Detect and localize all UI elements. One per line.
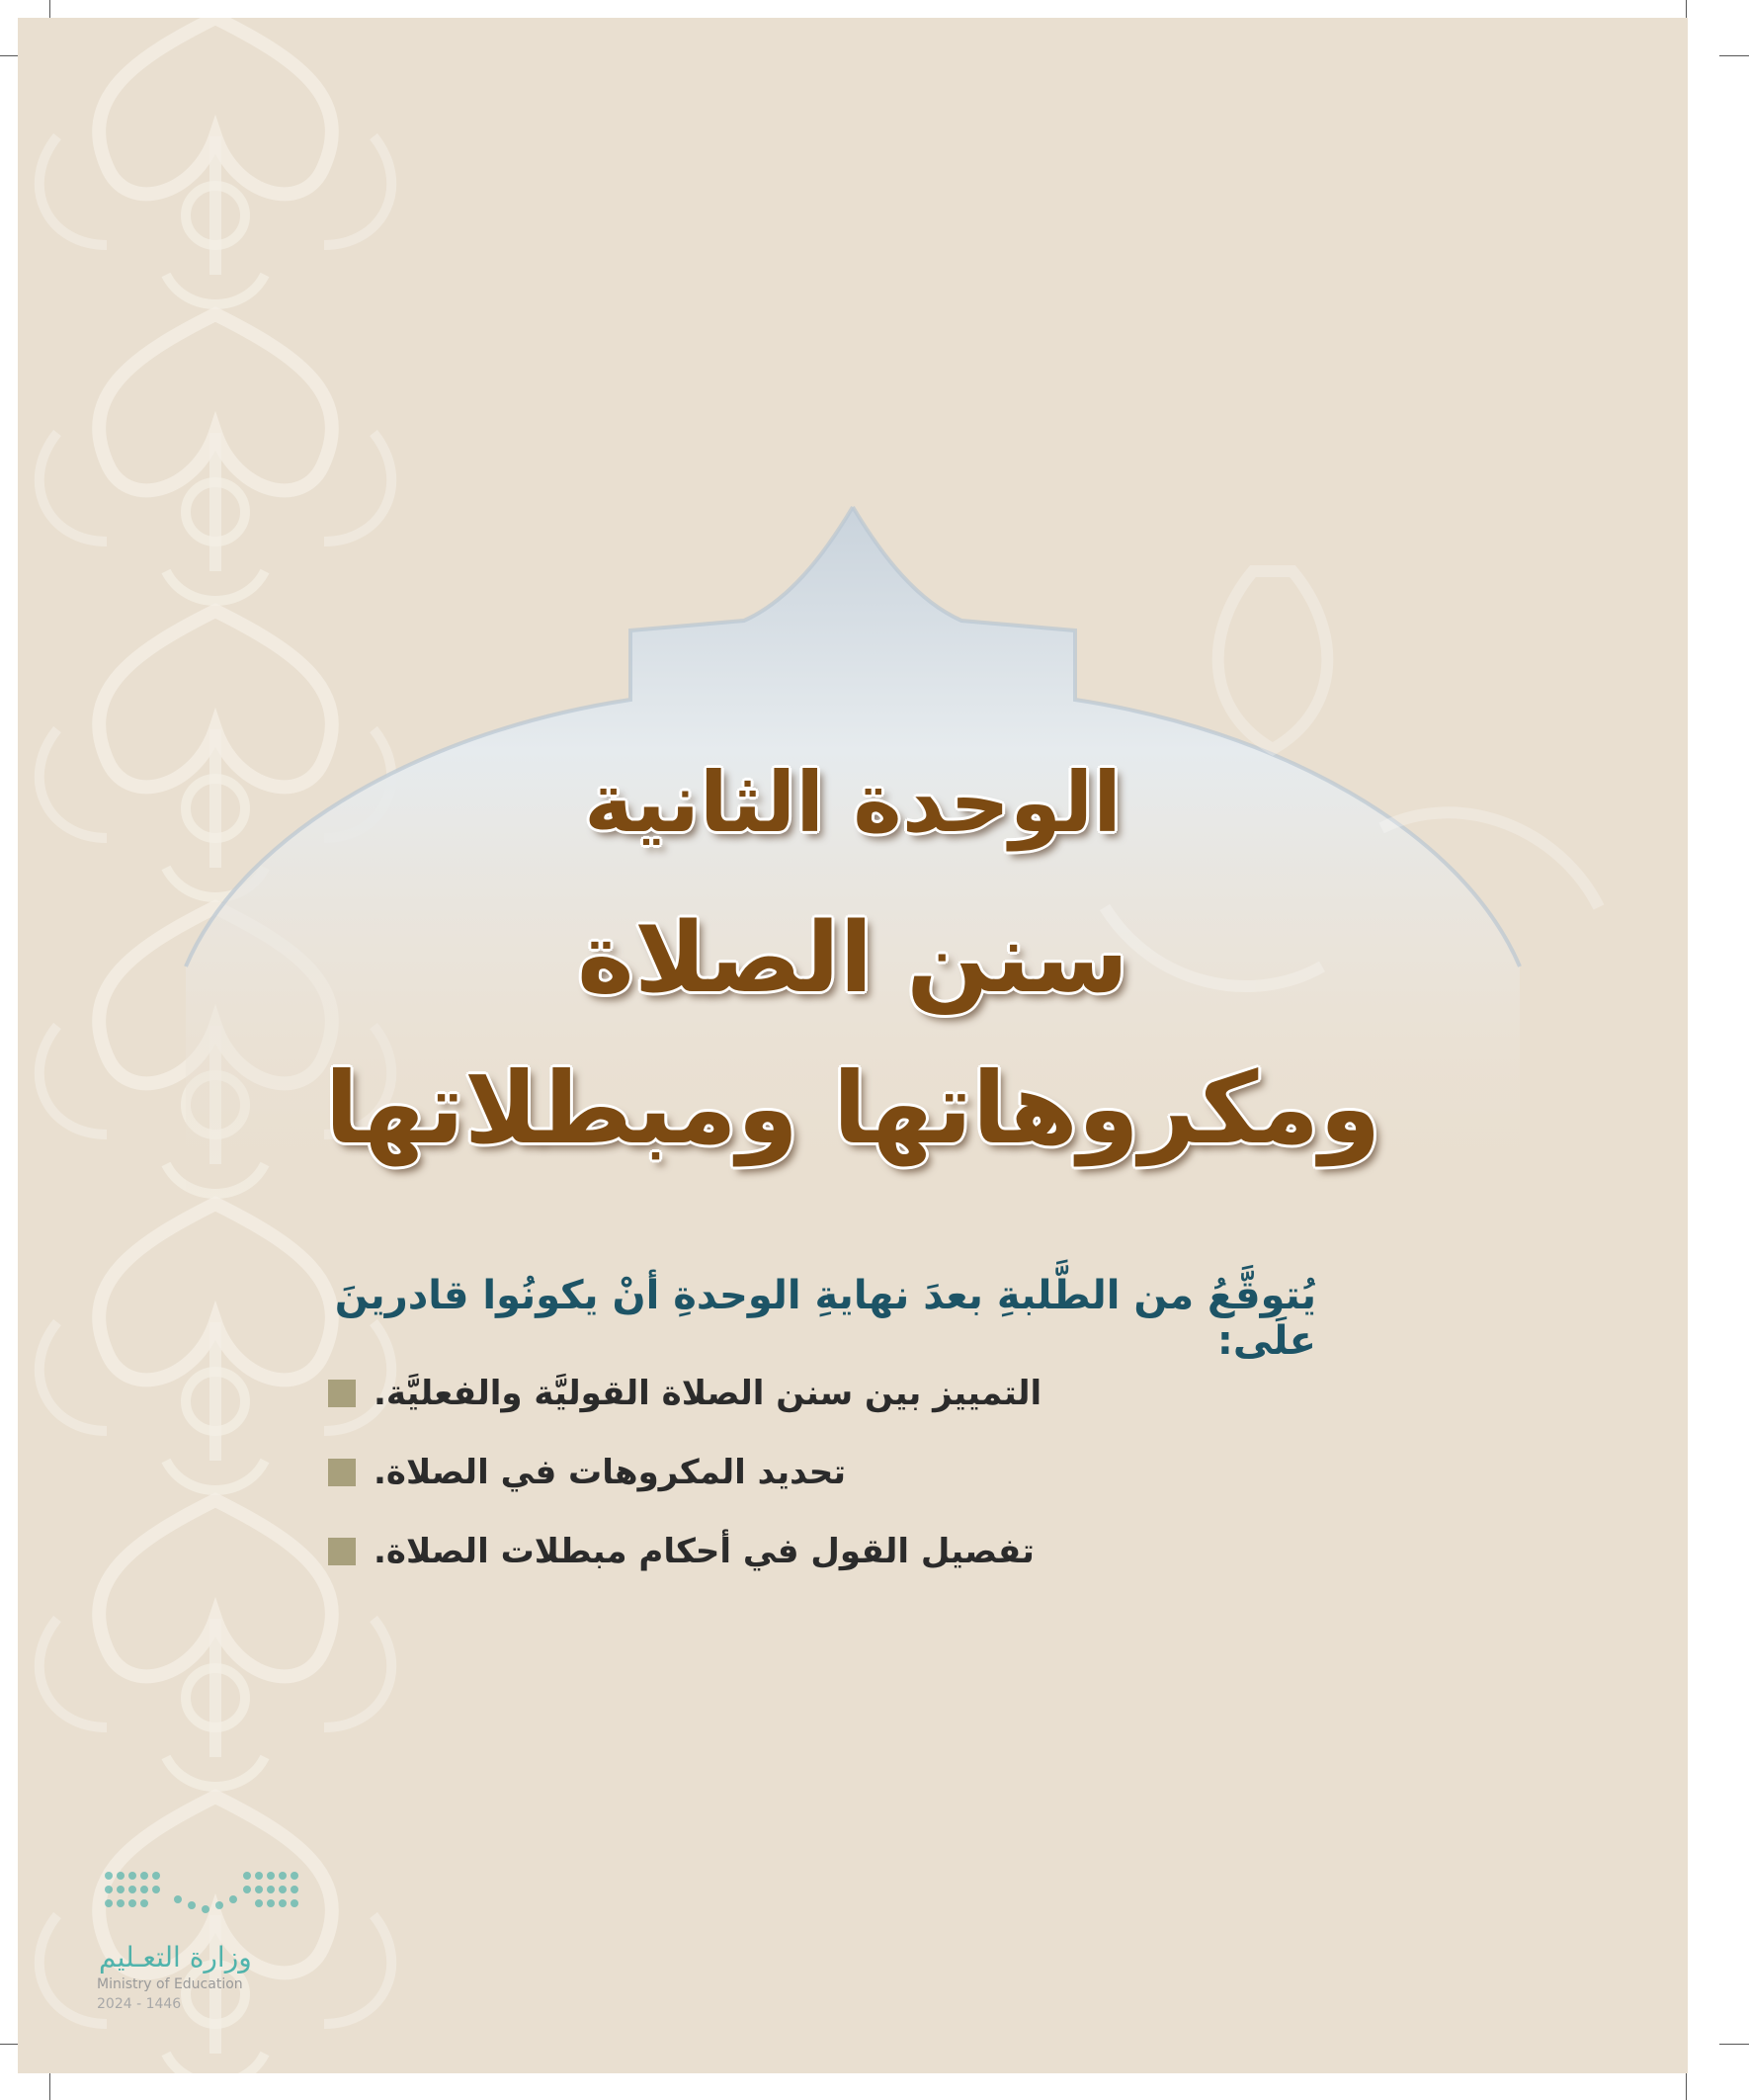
ministry-name-arabic: وزارة التعـليم: [99, 1941, 252, 1974]
objective-text: تحديد المكروهات في الصلاة.: [374, 1453, 846, 1492]
unit-cover-page: [18, 18, 1688, 2073]
objective-item: [328, 1374, 1316, 1413]
objective-text: التمييز بين سنن الصلاة القوليَّة والفعليَّة.: [374, 1374, 1042, 1413]
dome-frame: [18, 18, 1688, 2073]
square-bullet-icon: [328, 1380, 356, 1407]
ministry-logo-icon: [99, 1856, 316, 1935]
crop-mark: [1686, 2070, 1687, 2100]
edition-year: 2024 - 1446: [97, 1996, 182, 2012]
square-bullet-icon: [328, 1459, 356, 1486]
unit-number-title: الوحدة الثانية: [584, 754, 1122, 851]
objective-item: [328, 1532, 1316, 1571]
objectives-intro: يُتوقَّعُ من الطَّلبةِ بعدَ نهايةِ الوحدةِ أنْ يكونُوا قادرينَ علَى:: [334, 1273, 1316, 1364]
objective-text: تفصيل القول في أحكام مبطلات الصلاة.: [374, 1532, 1035, 1571]
unit-title-line-1: سنن الصلاة: [577, 902, 1128, 1015]
crop-mark: [1719, 2044, 1749, 2045]
ministry-name-english: Ministry of Education: [97, 1976, 243, 1992]
objective-item: [328, 1453, 1316, 1492]
unit-title-line-2: ومكروهاتها ومبطلاتها: [324, 1050, 1381, 1166]
crop-mark: [1719, 55, 1749, 56]
crop-mark: [49, 2070, 50, 2100]
square-bullet-icon: [328, 1538, 356, 1565]
